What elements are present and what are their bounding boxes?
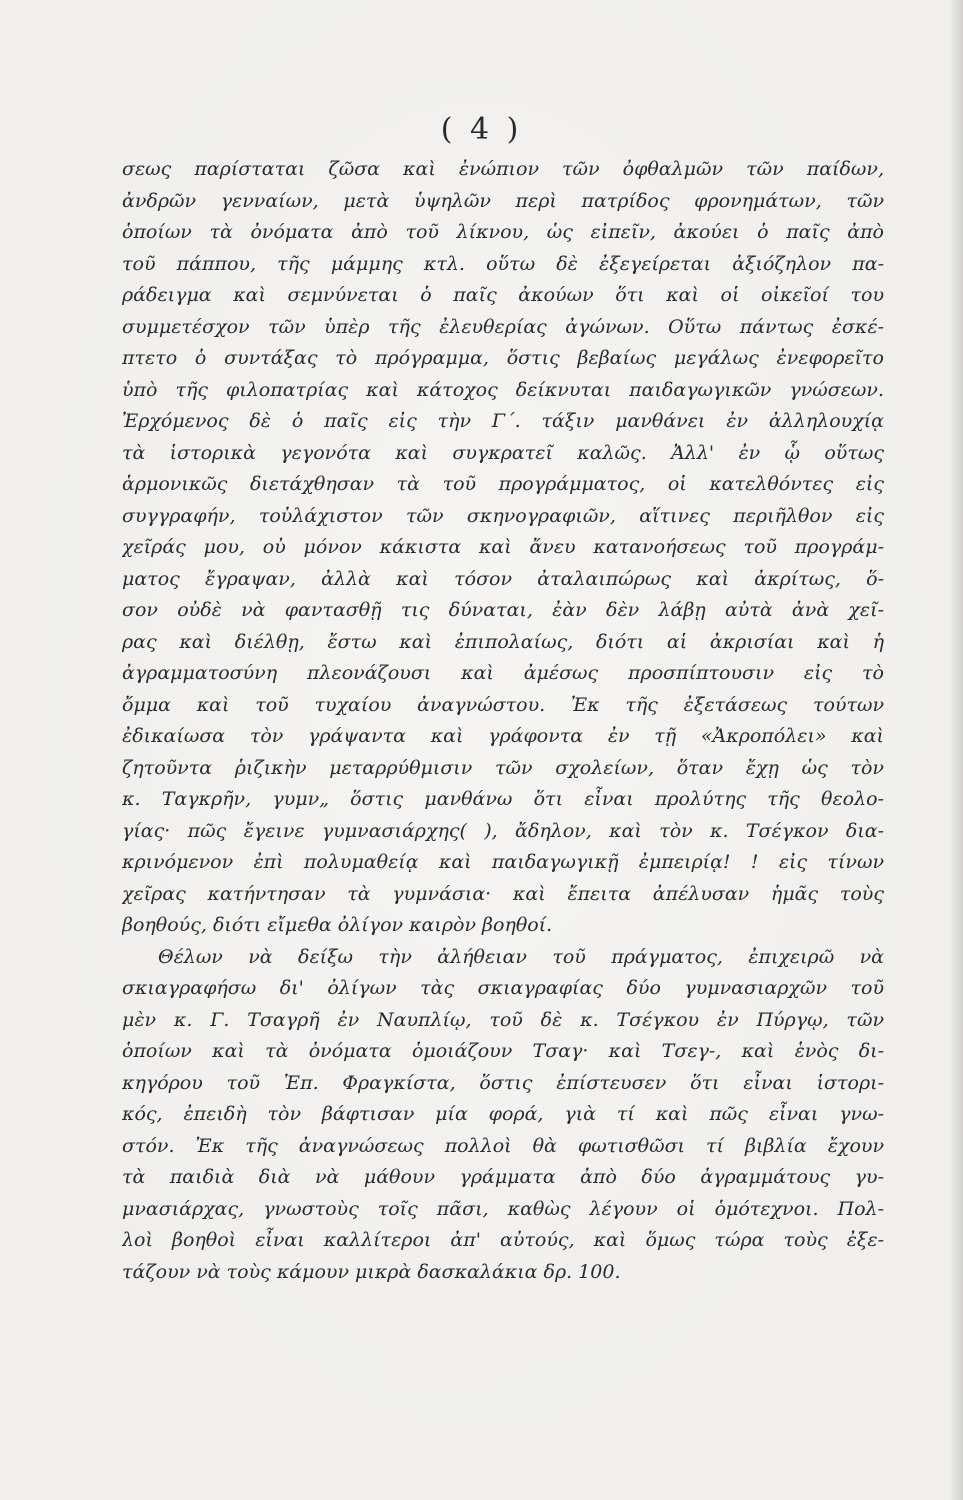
text-line: ὁποίων τὰ ὀνόματα ἀπὸ τοῦ λίκνου, ὡς εἰπεῖν, ἀκούει ὁ παῖς ἀπὸ: [122, 221, 884, 243]
text-line: ἁρμονικῶς διετάχθησαν τὰ τοῦ προγράμματος, οἱ κατελθόντες εἰς: [122, 473, 884, 495]
text-line: συμμετέσχον τῶν ὑπὲρ τῆς ἐλευθερίας ἀγώνων. Οὕτω πάντως ἐσκέ-: [122, 315, 884, 338]
text-line: κ. Ταγκρῆν, γυμν„ ὅστις μανθάνω ὅτι εἶναι προλύτης τῆς θεολο-: [122, 788, 884, 810]
text-line: κρινόμενον ἐπὶ πολυμαθείᾳ καὶ παιδαγωγικῇ ἐμπειρίᾳ! ! εἰς τίνων: [122, 851, 884, 873]
text-line: ἀνδρῶν γενναίων, μετὰ ὑψηλῶν περὶ πατρίδος φρονημάτων, τῶν: [122, 189, 884, 212]
text-line: χεῖρας κατήντησαν τὰ γυμνάσια· καὶ ἔπειτα ἀπέλυσαν ἡμᾶς τοὺς: [122, 882, 884, 905]
text-line: μνασιάρχας, γνωστοὺς τοῖς πᾶσι, καθὼς λέγουν οἱ ὁμότεχνοι. Πολ-: [122, 1197, 884, 1220]
text-line: ἐδικαίωσα τὸν γράψαντα καὶ γράφοντα ἐν τῇ «Ἀκροπόλει» καὶ: [122, 725, 884, 747]
text-line: ματος ἔγραψαν, ἀλλὰ καὶ τόσον ἀταλαιπώρως καὶ ἀκρίτως, ὅ-: [122, 567, 884, 590]
text-line: στόν. Ἐκ τῆς ἀναγνώσεως πολλοὶ θὰ φωτισθῶσι τί βιβλία ἔχουν: [122, 1134, 884, 1157]
text-line: χεῖράς μου, οὐ μόνον κάκιστα καὶ ἄνευ κατανοήσεως τοῦ προγράμ-: [122, 536, 884, 558]
text-line: ρας καὶ διέλθῃ, ἔστω καὶ ἐπιπολαίως, διότι αἱ ἀκρισίαι καὶ ἡ: [122, 630, 884, 653]
text-line: ράδειγμα καὶ σεμνύνεται ὁ παῖς ἀκούων ὅτι καὶ οἱ οἰκεῖοί του: [122, 284, 884, 306]
text-line: συγγραφήν, τοὐλάχιστον τῶν σκηνογραφιῶν, αἵτινες περιῆλθον εἰς: [122, 504, 884, 527]
text-line: κηγόρου τοῦ Ἐπ. Φραγκίστα, ὅστις ἐπίστευσεν ὅτι εἶναι ἱστορι-: [122, 1071, 884, 1094]
page-edge-shadow: [949, 0, 963, 1500]
text-line: ὑπὸ τῆς φιλοπατρίας καὶ κάτοχος δείκνυται παιδαγωγικῶν γνώσεων.: [122, 378, 884, 401]
text-line: ὄμμα καὶ τοῦ τυχαίου ἀναγνώστου. Ἐκ τῆς ἐξετάσεως τούτων: [122, 693, 884, 716]
text-line: γίας· πῶς ἔγεινε γυμνασιάρχης( ), ἄδηλον, καὶ τὸν κ. Τσέγκον δια-: [122, 819, 884, 842]
text-line: τὰ ἱστορικὰ γεγονότα καὶ συγκρατεῖ καλῶς. Ἀλλ' ἐν ᾧ οὕτως: [122, 441, 884, 464]
text-line: κός, ἐπειδὴ τὸν βάφτισαν μία φορά, γιὰ τί καὶ πῶς εἶναι γνω-: [122, 1103, 884, 1125]
text-line: ὁποίων καὶ τὰ ὀνόματα ὁμοιάζουν Τσαγ· καὶ Τσεγ-, καὶ ἑνὸς δι-: [122, 1040, 884, 1062]
text-line: Ἐρχόμενος δὲ ὁ παῖς εἰς τὴν Γ΄. τάξιν μανθάνει ἐν ἀλληλουχίᾳ: [122, 410, 884, 432]
text-line: σον οὐδὲ νὰ φαντασθῇ τις δύναται, ἐὰν δὲν λάβῃ αὐτὰ ἀνὰ χεῖ-: [122, 599, 884, 621]
page-number: ( 4 ): [440, 112, 523, 147]
text-line: μὲν κ. Γ. Τσαγρῆ ἐν Ναυπλίῳ, τοῦ δὲ κ. Τσέγκου ἐν Πύργῳ, τῶν: [122, 1008, 884, 1031]
text-line: σεως παρίσταται ζῶσα καὶ ἐνώπιον τῶν ὀφθαλμῶν τῶν παίδων,: [122, 158, 884, 180]
text-line: πτετο ὁ συντάξας τὸ πρόγραμμα, ὅστις βεβαίως μεγάλως ἐνεφορεῖτο: [122, 347, 884, 369]
paragraph-start-line: Θέλων νὰ δείξω τὴν ἀλήθειαν τοῦ πράγματος, ἐπιχειρῶ νὰ: [158, 945, 884, 968]
text-line: τοῦ πάππου, τῆς μάμμης κτλ. οὕτω δὲ ἐξεγείρεται ἀξιόζηλον πα-: [122, 252, 884, 275]
paragraph-end-line: τάζουν νὰ τοὺς κάμουν μικρὰ δασκαλάκια δρ. 100.: [122, 1260, 621, 1283]
text-line: τὰ παιδιὰ διὰ νὰ μάθουν γράμματα ἀπὸ δύο ἀγραμμάτους γυ-: [122, 1166, 884, 1188]
body-text: [122, 154, 884, 1288]
text-line: ἀγραμματοσύνη πλεονάζουσι καὶ ἀμέσως προσπίπτουσιν εἰς τὸ: [122, 662, 884, 684]
text-line: ζητοῦντα ῥιζικὴν μεταρρύθμισιν τῶν σχολείων, ὅταν ἔχῃ ὡς τὸν: [122, 756, 884, 779]
text-line: λοὶ βοηθοὶ εἶναι καλλίτεροι ἀπ' αὐτούς, καὶ ὅμως τώρα τοὺς ἐξε-: [122, 1229, 884, 1251]
paragraph-end-line: βοηθούς, διότι εἴμεθα ὀλίγον καιρὸν βοηθοί.: [122, 914, 553, 936]
text-line: σκιαγραφήσω δι' ὀλίγων τὰς σκιαγραφίας δύο γυμνασιαρχῶν τοῦ: [122, 977, 884, 999]
